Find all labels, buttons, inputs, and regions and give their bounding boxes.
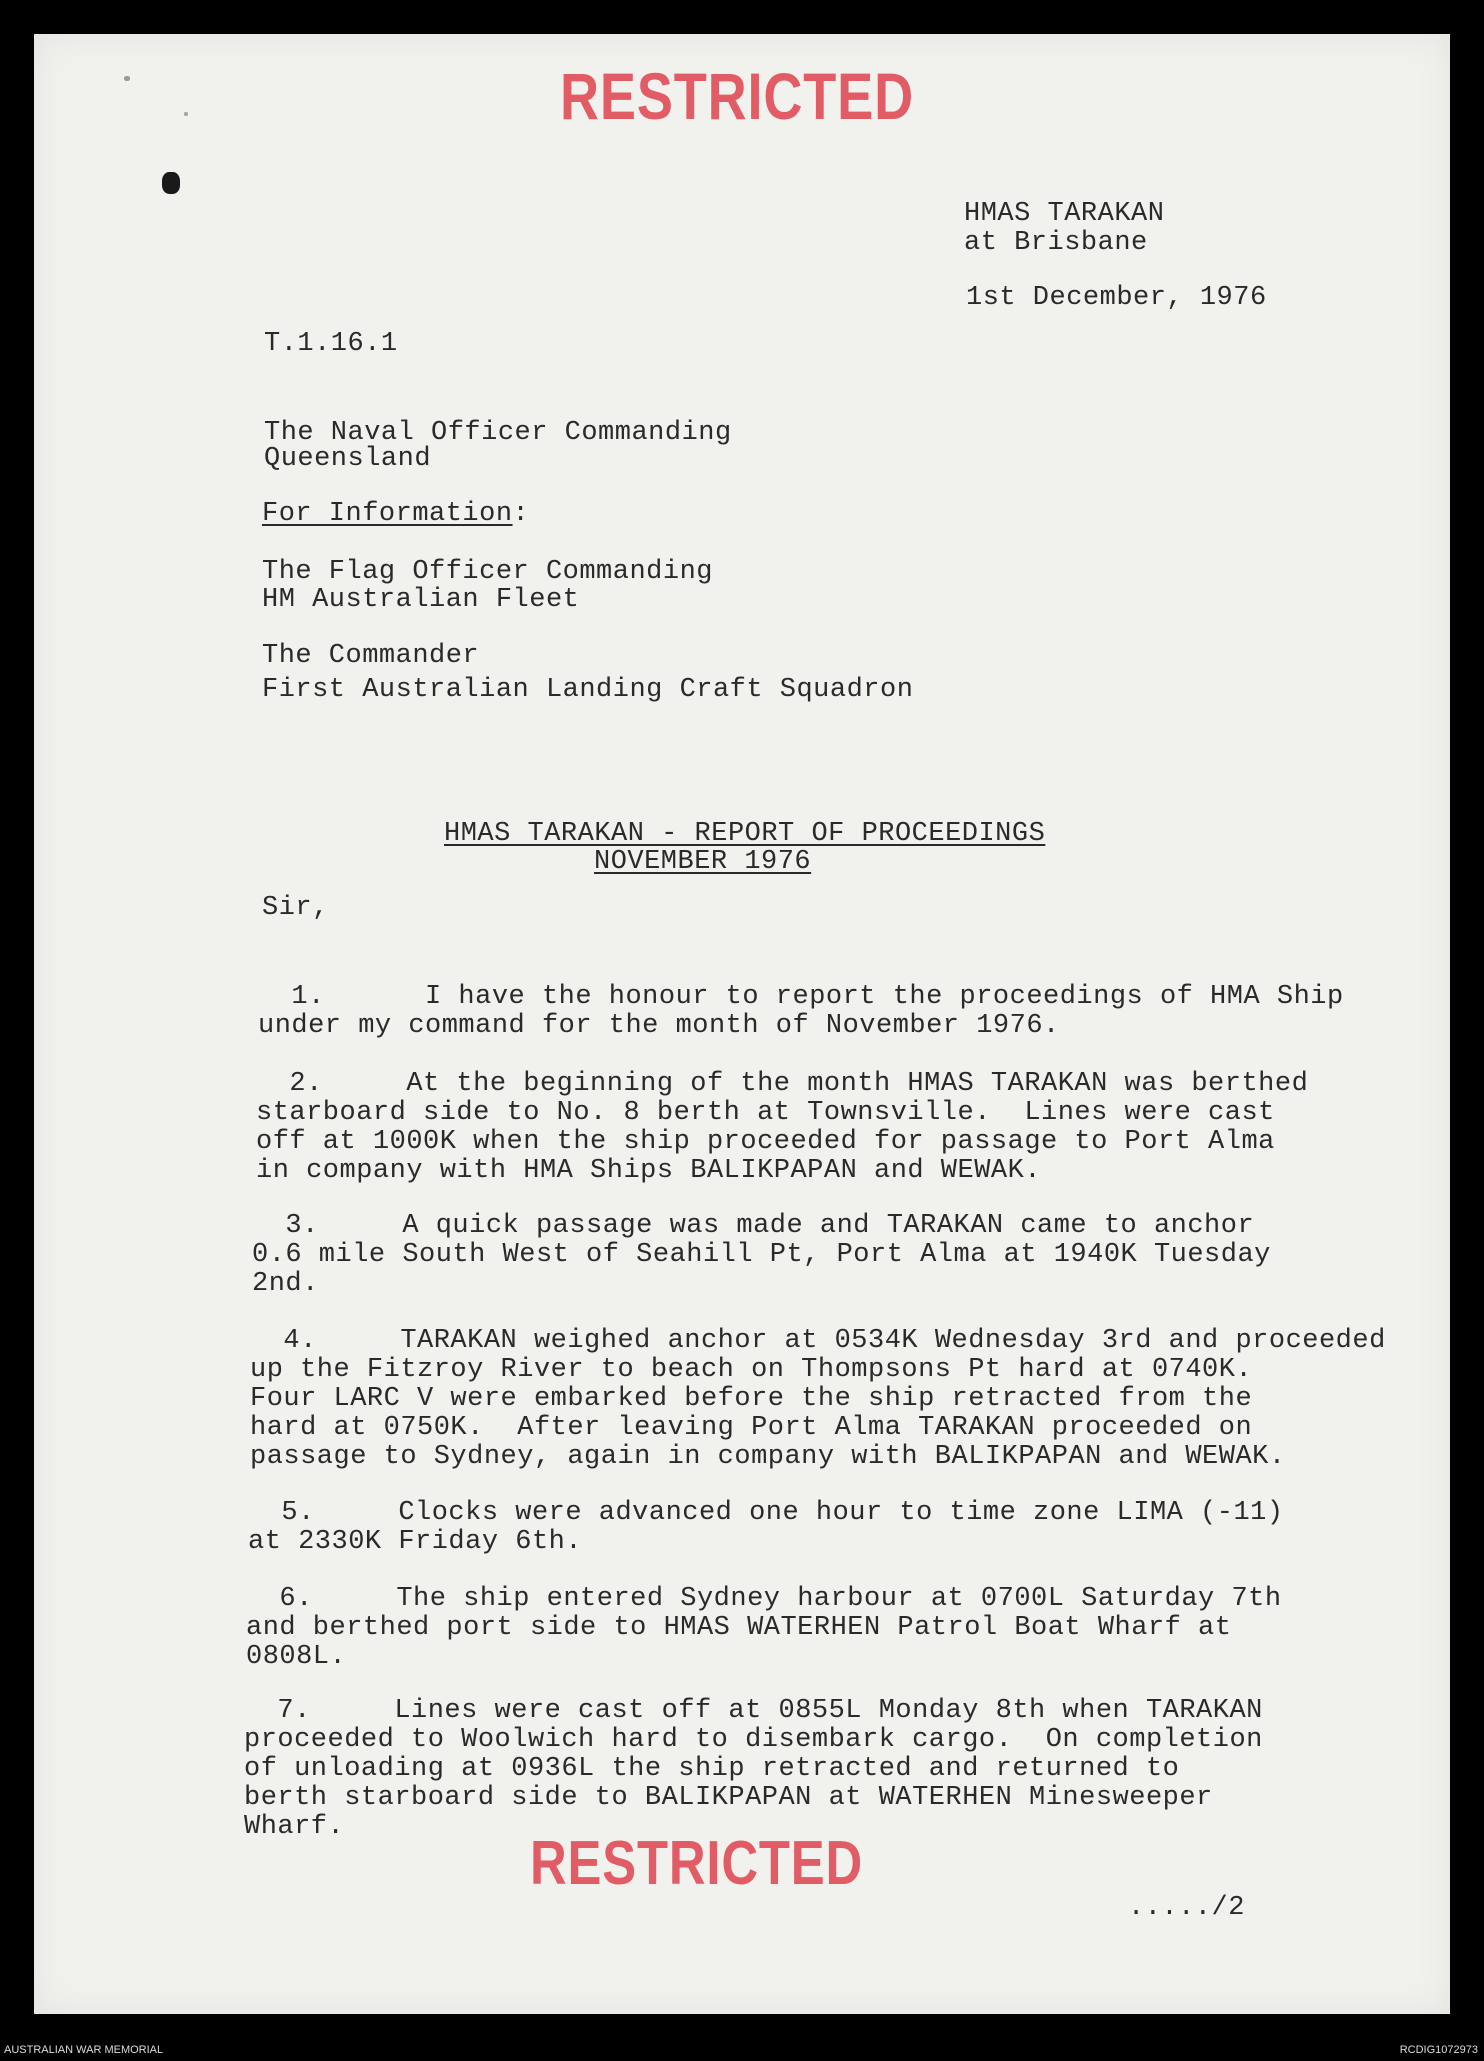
for-information-heading	[262, 500, 529, 529]
info-recipient-1-line-1: The Flag Officer Commanding	[262, 557, 713, 587]
paragraph-6-line-3: 0808L.	[246, 1642, 347, 1672]
paragraph-3-line-3: 2nd.	[252, 1269, 319, 1299]
paragraph-7-line-2: proceeded to Woolwich hard to disembark cargo. On completion	[244, 1725, 1263, 1755]
ink-speck	[184, 112, 188, 116]
paragraph-7-line-1: Lines were cast off at 0855L Monday 8th when TARAKAN	[394, 1696, 1263, 1726]
paragraph-1-line-1: I have the honour to report the proceedings of HMA Ship	[425, 982, 1344, 1012]
paragraph-4-line-1: TARAKAN weighed anchor at 0534K Wednesday 3rd and proceeded	[400, 1326, 1386, 1356]
paragraph-2-line-1: At the beginning of the month HMAS TARAKAN was berthed	[406, 1069, 1309, 1099]
paragraph-6-number: 6.	[279, 1584, 313, 1614]
paragraph-2-line-4: in company with HMA Ships BALIKPAPAN and WEWAK.	[256, 1156, 1042, 1186]
page-continuation: ...../2	[1128, 1893, 1245, 1923]
paragraph-5-line-1: Clocks were advanced one hour to time zone LIMA (-11)	[398, 1498, 1284, 1528]
ink-blot	[162, 172, 180, 194]
paragraph-3-line-1: A quick passage was made and TARAKAN came to anchor	[402, 1211, 1255, 1241]
paragraph-5-line-2: at 2330K Friday 6th.	[248, 1527, 583, 1557]
paragraph-7-line-4: berth starboard side to BALIKPAPAN at WATERHEN Minesweeper	[244, 1783, 1213, 1813]
paragraph-7	[244, 1668, 1263, 1842]
paragraph-3-line-2: 0.6 mile South West of Seahill Pt, Port Alma at 1940K Tuesday	[252, 1240, 1271, 1270]
addressee-line-1: The Naval Officer Commanding	[264, 418, 732, 448]
restricted-stamp-bottom: RESTRICTED	[530, 1829, 864, 1898]
footer-source: AUSTRALIAN WAR MEMORIAL	[4, 2044, 164, 2056]
addressee-line-2: Queensland	[264, 444, 432, 474]
paragraph-4-number: 4.	[283, 1326, 317, 1356]
paragraph-4-line-2: up the Fitzroy River to beach on Thompsons Pt hard at 0740K.	[250, 1355, 1253, 1385]
info-recipient-2-line-1: The Commander	[262, 641, 480, 671]
report-title-line-1: HMAS TARAKAN - REPORT OF PROCEEDINGS	[444, 819, 1046, 849]
paragraph-1	[258, 954, 1344, 1041]
file-reference: T.1.16.1	[264, 329, 398, 359]
salutation: Sir,	[262, 893, 329, 923]
for-information-label: For Information	[262, 499, 513, 529]
paragraph-4-line-4: hard at 0750K. After leaving Port Alma TARAKAN proceeded on	[250, 1413, 1253, 1443]
paragraph-1-number: 1.	[291, 982, 325, 1012]
paragraph-4-line-5: passage to Sydney, again in company with BALIKPAPAN and WEWAK.	[250, 1442, 1286, 1472]
paragraph-5	[248, 1470, 1284, 1557]
paragraph-3-number: 3.	[285, 1211, 319, 1241]
paragraph-2-line-2: starboard side to No. 8 berth at Townsville. Lines were cast	[256, 1098, 1275, 1128]
paragraph-7-line-3: of unloading at 0936L the ship retracted and returned to	[244, 1754, 1180, 1784]
sender-location: at Brisbane	[964, 228, 1148, 258]
paragraph-1-line-2: under my command for the month of November 1976.	[258, 1011, 1060, 1041]
report-title-line-2: NOVEMBER 1976	[594, 847, 812, 877]
for-information-colon: :	[512, 499, 530, 529]
sender-ship: HMAS TARAKAN	[964, 199, 1165, 229]
paragraph-3	[252, 1183, 1271, 1299]
paragraph-2	[256, 1041, 1308, 1186]
paragraph-5-number: 5.	[281, 1498, 315, 1528]
paragraph-6-line-2: and berthed port side to HMAS WATERHEN Patrol Boat Wharf at	[246, 1613, 1232, 1643]
info-recipient-2-line-2: First Australian Landing Craft Squadron	[262, 675, 914, 705]
paragraph-6	[246, 1556, 1282, 1672]
letter-date: 1st December, 1976	[966, 283, 1267, 313]
paragraph-4	[250, 1298, 1386, 1472]
paragraph-7-line-5: Wharf.	[244, 1812, 345, 1842]
restricted-stamp-top: RESTRICTED	[560, 59, 914, 133]
footer-identifier: RCDIG1072973	[1399, 2044, 1478, 2056]
paragraph-2-line-3: off at 1000K when the ship proceeded for passage to Port Alma	[256, 1127, 1275, 1157]
paragraph-7-number: 7.	[277, 1696, 311, 1726]
paragraph-4-line-3: Four LARC V were embarked before the ship retracted from the	[250, 1384, 1253, 1414]
paragraph-2-number: 2.	[289, 1069, 323, 1099]
paragraph-6-line-1: The ship entered Sydney harbour at 0700L Saturday 7th	[396, 1584, 1282, 1614]
ink-speck	[124, 76, 130, 81]
info-recipient-1-line-2: HM Australian Fleet	[262, 585, 580, 615]
